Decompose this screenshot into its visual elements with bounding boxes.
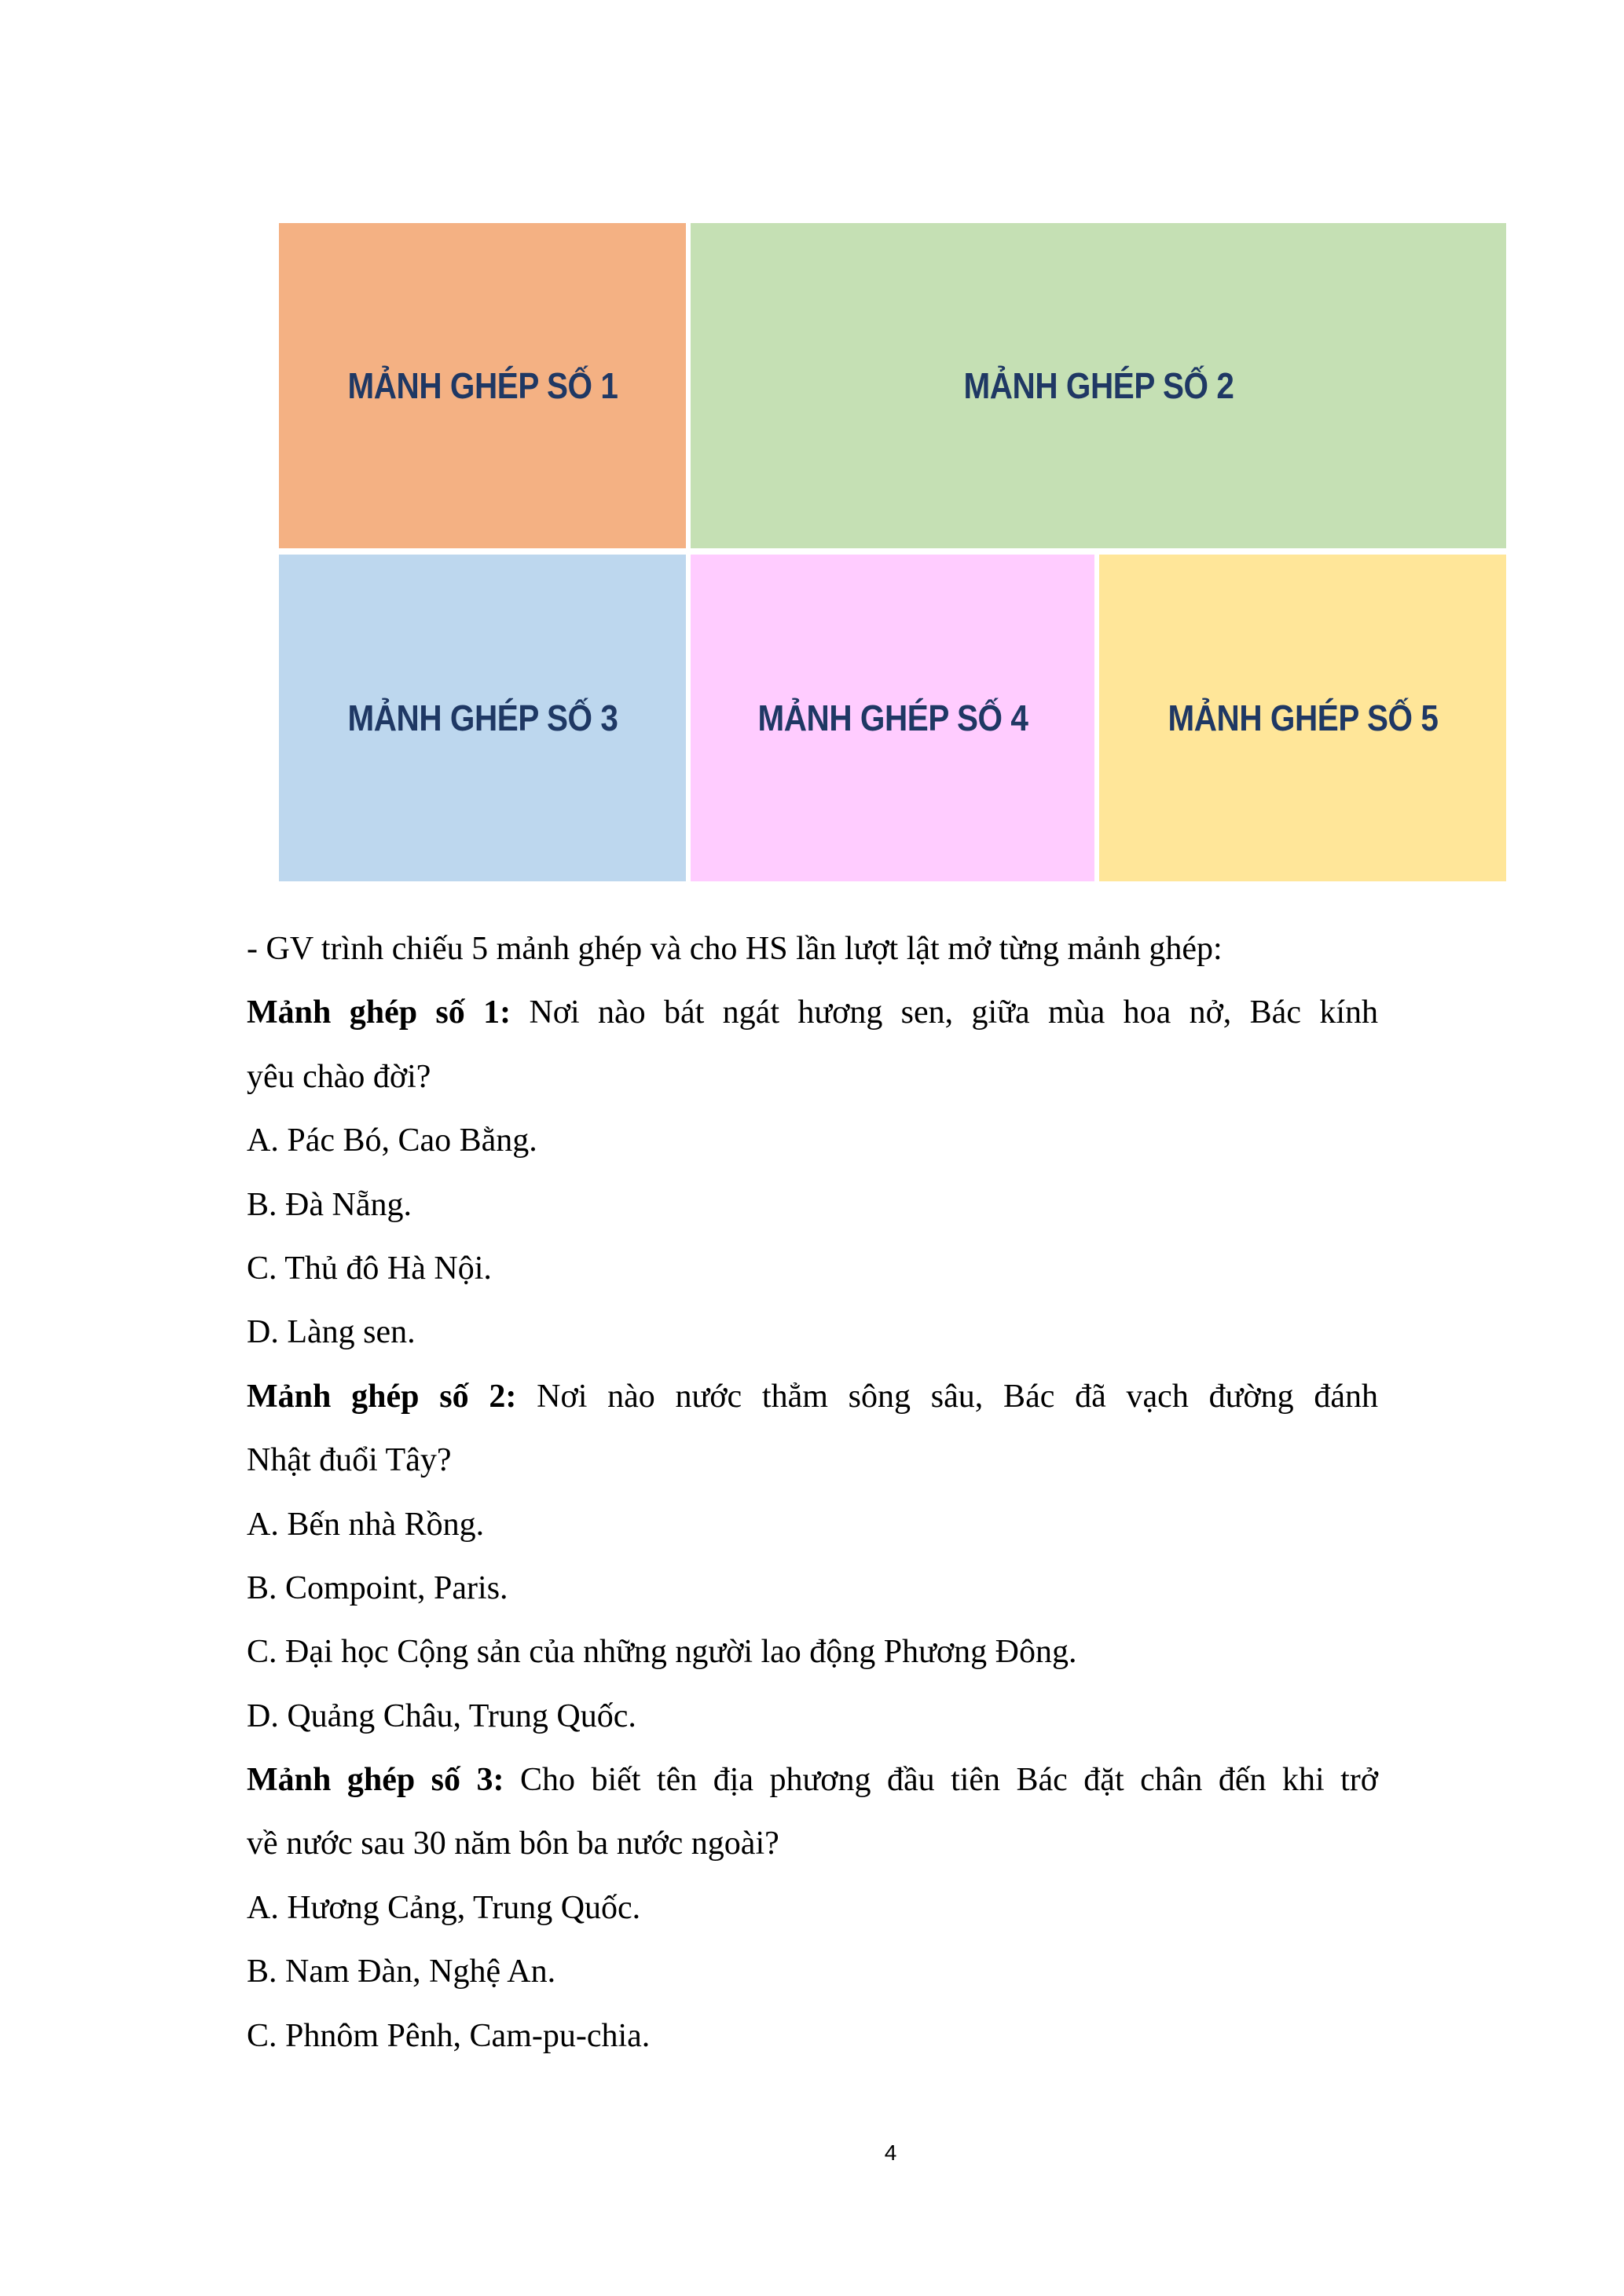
puzzle-piece-4-label: MẢNH GHÉP SỐ 4 [757,698,1028,738]
question-1-option-b: B. Đà Nẵng. [247,1186,412,1223]
question-1-option-d: D. Làng sen. [247,1314,416,1351]
question-3-line-1 [247,1749,1378,1812]
question-1-label: Mảnh ghép số 1: [247,994,511,1031]
puzzle-grid [279,223,1506,881]
question-2-text-1: Nơi nào nước thẳm sông sâu, Bác đã vạch đường đánh [516,1378,1378,1415]
question-1-option-c: C. Thủ đô Hà Nội. [247,1250,492,1287]
puzzle-piece-2[interactable] [691,223,1506,548]
question-3-text-1: Cho biết tên địa phương đầu tiên Bác đặt chân đến khi trở [504,1762,1378,1799]
question-1-line-1 [247,981,1378,1045]
puzzle-piece-5[interactable] [1099,555,1506,881]
question-3-option-a: A. Hương Cảng, Trung Quốc. [247,1889,641,1926]
page-number: 4 [884,2140,897,2165]
question-3-option-b: B. Nam Đàn, Nghệ An. [247,1954,556,1990]
question-3-text-2: về nước sau 30 năm bôn ba nước ngoài? [247,1825,779,1862]
question-2-option-c: C. Đại học Cộng sản của những người lao động Phương Đông. [247,1634,1077,1671]
puzzle-piece-3-label: MẢNH GHÉP SỐ 3 [347,698,618,738]
question-1-text-2: yêu chào đời? [247,1058,431,1095]
question-2-line-1 [247,1365,1378,1429]
puzzle-piece-3[interactable] [279,555,686,881]
question-2-option-d: D. Quảng Châu, Trung Quốc. [247,1697,636,1734]
document-body [247,917,1378,2068]
puzzle-piece-1-label: MẢNH GHÉP SỐ 1 [347,365,618,406]
question-2-text-2: Nhật đuổi Tây? [247,1442,452,1479]
puzzle-piece-5-label: MẢNH GHÉP SỐ 5 [1168,698,1438,738]
question-2-label: Mảnh ghép số 2: [247,1378,517,1415]
question-1-option-a: A. Pác Bó, Cao Bằng. [247,1122,537,1159]
puzzle-piece-1[interactable] [279,223,686,548]
question-3-option-c: C. Phnôm Pênh, Cam-pu-chia. [247,2017,651,2054]
question-2-option-a: A. Bến nhà Rồng. [247,1506,485,1543]
intro-text: - GV trình chiếu 5 mảnh ghép và cho HS lần lượt lật mở từng mảnh ghép: [247,931,1223,967]
question-2-option-b: B. Compoint, Paris. [247,1569,508,1606]
question-3-label: Mảnh ghép số 3: [247,1762,504,1799]
puzzle-piece-2-label: MẢNH GHÉP SỐ 2 [963,365,1234,406]
puzzle-piece-4[interactable] [691,555,1094,881]
question-1-text-1: Nơi nào bát ngát hương sen, giữa mùa hoa nở, Bác kính [511,994,1378,1031]
